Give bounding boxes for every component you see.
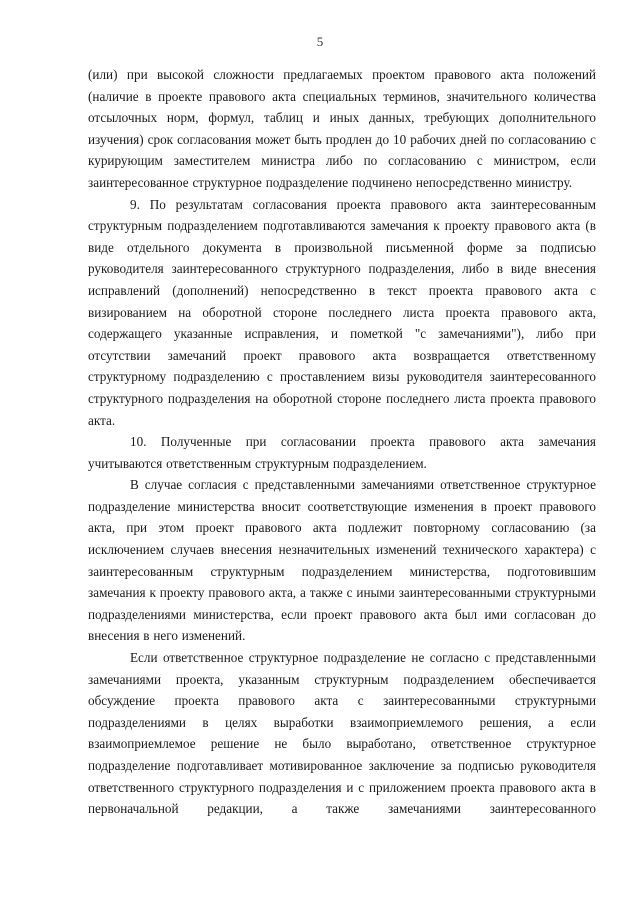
document-body <box>88 64 596 820</box>
paragraph-continuation: (или) при высокой сложности предлагаемых проектом правового акта положений (наличие в проекте правового акта специальных терминов, значительного количества отсылочных норм, формул, таблиц и иных данных, требующих дополнительного изучения) срок согласования может быть продлен до 10 рабочих дней по согласованию с курирующим заместителем министра либо по согласованию с министром, если заинтересованное структурное подразделение подчинено непосредственно министру. <box>88 67 596 190</box>
paragraph-clause-10: 10. Полученные при согласовании проекта правового акта замечания учитываются ответственным структурным подразделением. <box>88 434 596 471</box>
page-number: 5 <box>316 34 324 49</box>
paragraph-clause-9: 9. По результатам согласования проекта правового акта заинтересованным структурным подразделением подготавливаются замечания к проекту правового акта (в виде отдельного документа в произвольной письменной форме за подписью руководителя заинтересованного структурного подразделения, либо в виде внесения исправлений (дополнений) непосредственно в текст проекта правового акта с визированием на оборотной стороне последнего листа проекта правового акта, содержащего указанные исправления, и пометкой "с замечаниями"), либо при отсутствии замечаний проект правового акта возвращается ответственному структурному подразделению с проставлением визы руководителя заинтересованного структурного подразделения на оборотной стороне последнего листа проекта правового акта. <box>88 196 596 428</box>
paragraph-agreement-case: В случае согласия с представленными замечаниями ответственное структурное подразделение министерства вносит соответствующие изменения в проект правового акта, при этом проект правового акта подлежит повторному согласованию (за исключением случаев внесения незначительных изменений технического характера) с заинтересованным структурным подразделением министерства, подготовившим замечания к проекту правового акта, а также с иными заинтересованными структурными подразделениями министерства, если проект правового акта был ими согласован до внесения в него изменений. <box>88 477 596 644</box>
paragraph-disagreement-case: Если ответственное структурное подразделение не согласно с представленными замечаниями проекта, указанным структурным подразделением обеспечивается обсуждение проекта правового акта с заинтересованными структурными подразделениями в целях выработки взаимоприемлемого решения, а если взаимоприемлемое решение не было выработано, ответственное структурное подразделение подготавливает мотивированное заключение за подписью руководителя ответственного структурного подразделения и с приложением проекта правового акта в первоначальной редакции, а также замечаниями заинтересованного <box>88 650 596 817</box>
